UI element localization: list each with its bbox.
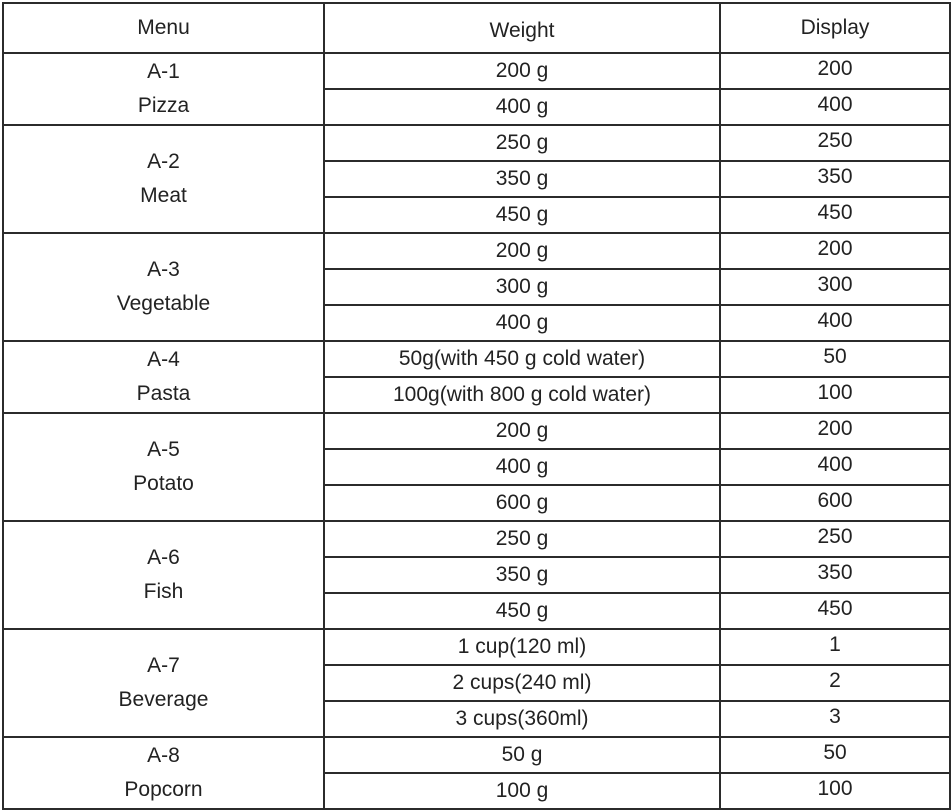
weight-cell: 200 g xyxy=(324,413,720,449)
display-value: 450 xyxy=(817,597,853,620)
weight-cell: 350 g xyxy=(324,161,720,197)
weight-cell: 100g(with 800 g cold water) xyxy=(324,377,720,413)
weight-cell: 400 g xyxy=(324,89,720,125)
menu-code: A-6 xyxy=(147,546,180,569)
weight-cell: 3 cups(360ml) xyxy=(324,701,720,737)
display-value: 350 xyxy=(817,561,853,584)
weight-cell: 250 g xyxy=(324,521,720,557)
menu-name: Potato xyxy=(133,472,194,495)
menu-code: A-4 xyxy=(147,348,180,371)
table-body xyxy=(3,53,950,809)
display-cell xyxy=(720,53,950,89)
weight-cell: 600 g xyxy=(324,485,720,521)
display-cell xyxy=(720,557,950,593)
display-value: 350 xyxy=(817,165,853,188)
display-value: 50 xyxy=(823,741,847,764)
display-cell xyxy=(720,773,950,809)
weight-cell: 50g(with 450 g cold water) xyxy=(324,341,720,377)
display-value: 400 xyxy=(817,93,853,116)
menu-code: A-3 xyxy=(147,258,180,281)
menu-cell xyxy=(3,125,324,233)
menu-cell xyxy=(3,737,324,809)
display-cell xyxy=(720,197,950,233)
menu-name: Vegetable xyxy=(116,292,211,315)
display-value: 400 xyxy=(817,309,853,332)
display-value: 200 xyxy=(817,417,853,440)
header-row xyxy=(3,3,950,53)
display-cell xyxy=(720,269,950,305)
weight-cell: 350 g xyxy=(324,557,720,593)
display-cell xyxy=(720,521,950,557)
weight-cell: 1 cup(120 ml) xyxy=(324,629,720,665)
table-row xyxy=(3,341,950,377)
table-row xyxy=(3,521,950,557)
display-cell xyxy=(720,305,950,341)
weight-cell: 200 g xyxy=(324,233,720,269)
menu-cell xyxy=(3,233,324,341)
menu-name: Beverage xyxy=(118,688,209,711)
weight-cell: 300 g xyxy=(324,269,720,305)
display-cell xyxy=(720,701,950,737)
display-cell xyxy=(720,665,950,701)
cooking-menu-table xyxy=(2,2,951,810)
display-value: 200 xyxy=(817,237,853,260)
weight-cell: 400 g xyxy=(324,305,720,341)
header-menu: Menu xyxy=(3,3,324,53)
display-value: 300 xyxy=(817,273,853,296)
menu-name: Popcorn xyxy=(124,778,203,801)
display-value: 250 xyxy=(817,129,853,152)
weight-cell: 250 g xyxy=(324,125,720,161)
display-value: 100 xyxy=(817,381,853,404)
weight-cell: 100 g xyxy=(324,773,720,809)
display-cell xyxy=(720,485,950,521)
display-cell xyxy=(720,89,950,125)
display-value: 250 xyxy=(817,525,853,548)
display-cell xyxy=(720,161,950,197)
menu-name: Fish xyxy=(143,580,184,603)
display-value: 200 xyxy=(817,57,853,80)
menu-code: A-5 xyxy=(147,438,180,461)
display-cell xyxy=(720,449,950,485)
display-value: 600 xyxy=(817,489,853,512)
table-row xyxy=(3,737,950,773)
menu-name: Meat xyxy=(140,184,187,207)
menu-cell xyxy=(3,53,324,125)
table-row xyxy=(3,125,950,161)
display-cell xyxy=(720,377,950,413)
weight-cell: 450 g xyxy=(324,197,720,233)
display-value: 2 xyxy=(829,669,841,692)
header-display: Display xyxy=(720,3,950,53)
table-row xyxy=(3,413,950,449)
menu-code: A-8 xyxy=(147,744,180,767)
display-cell xyxy=(720,413,950,449)
display-cell xyxy=(720,233,950,269)
display-value: 3 xyxy=(829,705,841,728)
display-cell xyxy=(720,125,950,161)
display-cell xyxy=(720,629,950,665)
header-weight: Weight xyxy=(324,3,720,53)
table-row xyxy=(3,233,950,269)
menu-code: A-7 xyxy=(147,654,180,677)
display-cell xyxy=(720,341,950,377)
display-value: 400 xyxy=(817,453,853,476)
menu-cell xyxy=(3,629,324,737)
weight-cell: 2 cups(240 ml) xyxy=(324,665,720,701)
menu-code: A-2 xyxy=(147,150,180,173)
menu-cell xyxy=(3,341,324,413)
weight-cell: 450 g xyxy=(324,593,720,629)
weight-cell: 200 g xyxy=(324,53,720,89)
menu-cell xyxy=(3,413,324,521)
display-cell xyxy=(720,737,950,773)
display-value: 450 xyxy=(817,201,853,224)
menu-name: Pasta xyxy=(136,382,191,405)
menu-name: Pizza xyxy=(137,94,190,117)
display-cell xyxy=(720,593,950,629)
display-value: 1 xyxy=(829,633,841,656)
weight-cell: 400 g xyxy=(324,449,720,485)
display-value: 50 xyxy=(823,345,847,368)
table-row xyxy=(3,53,950,89)
weight-cell: 50 g xyxy=(324,737,720,773)
menu-code: A-1 xyxy=(147,60,180,83)
table-row xyxy=(3,629,950,665)
display-value: 100 xyxy=(817,777,853,800)
menu-cell xyxy=(3,521,324,629)
